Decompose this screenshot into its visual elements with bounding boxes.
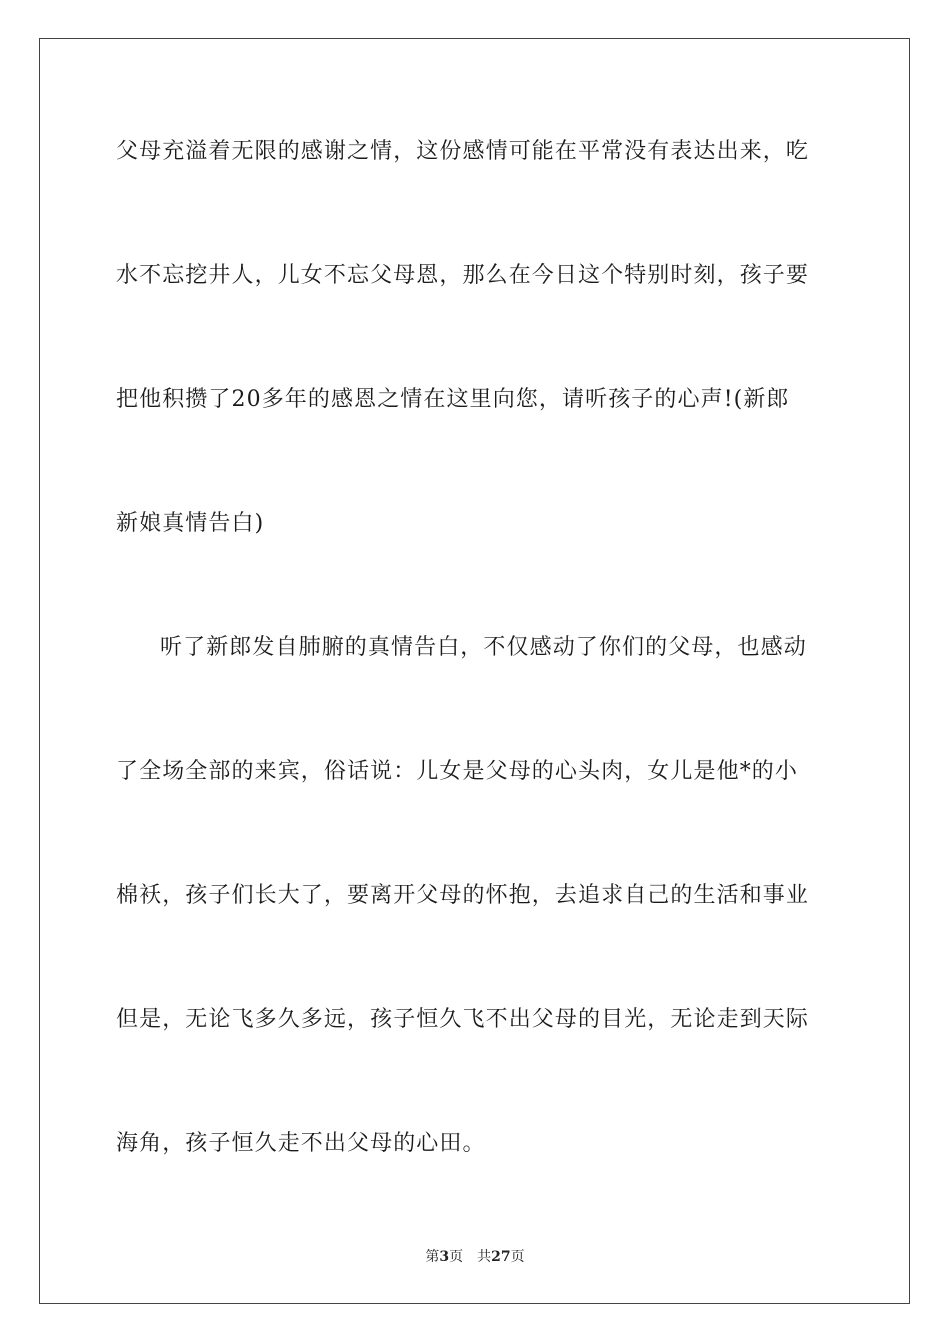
page-prefix: 第 (425, 1249, 440, 1265)
page-number: 3 (439, 1249, 450, 1265)
text-line: 棉袄，孩子们长大了，要离开父母的怀抱，去追求自己的生活和事业 (116, 883, 810, 908)
paragraph-start-line: 听了新郎发自肺腑的真情告白，不仅感动了你们的父母，也感动 (160, 635, 807, 660)
page-suffix: 页 (449, 1249, 464, 1265)
total-prefix: 共 (477, 1249, 492, 1265)
page-footer (0, 1247, 950, 1267)
text-line: 父母充溢着无限的感谢之情，这份感情可能在平常没有表达出来，吃 (116, 139, 810, 164)
text-line: 新娘真情告白) (116, 511, 265, 536)
text-line: 水不忘挖井人，儿女不忘父母恩，那么在今日这个特别时刻，孩子要 (116, 263, 810, 288)
text-line: 了全场全部的来宾，俗话说：儿女是父母的心头肉，女儿是他*的小 (116, 759, 799, 784)
total-pages: 27 (491, 1249, 511, 1265)
total-suffix: 页 (510, 1249, 525, 1265)
text-line: 把他积攒了20多年的感恩之情在这里向您，请听孩子的心声!(新郎 (116, 387, 790, 412)
text-line: 但是，无论飞多久多远，孩子恒久飞不出父母的目光，无论走到天际 (116, 1007, 810, 1032)
page-border (39, 38, 910, 1304)
text-line: 海角，孩子恒久走不出父母的心田。 (116, 1131, 486, 1156)
